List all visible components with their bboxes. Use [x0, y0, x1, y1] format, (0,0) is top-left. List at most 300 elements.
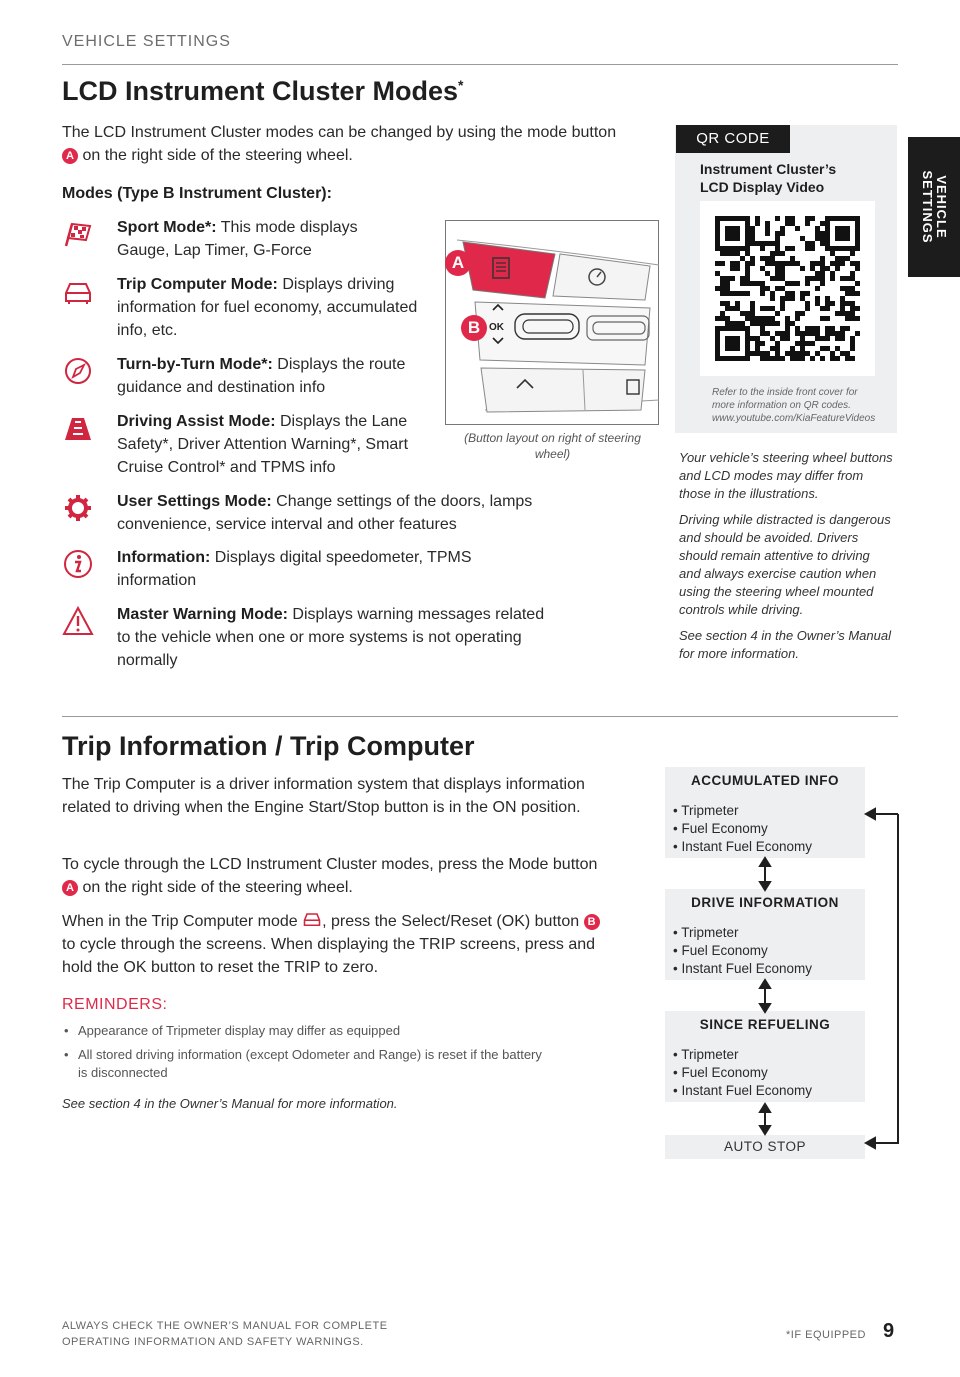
qr-module — [745, 216, 750, 221]
qr-module — [745, 326, 750, 331]
qr-module — [790, 256, 795, 261]
header-divider — [62, 64, 898, 65]
qr-module — [785, 321, 790, 326]
qr-module — [755, 341, 760, 346]
qr-module — [770, 356, 775, 361]
qr-module — [845, 311, 850, 316]
qr-module — [755, 336, 760, 341]
qr-module — [765, 241, 770, 246]
qr-module — [750, 261, 755, 266]
qr-module — [760, 246, 765, 251]
qr-module — [730, 356, 735, 361]
qr-module — [845, 226, 850, 231]
qr-module — [820, 221, 825, 226]
qr-module — [805, 306, 810, 311]
qr-module — [745, 336, 750, 341]
qr-module — [735, 266, 740, 271]
qr-module — [785, 291, 790, 296]
trip-p1: The Trip Computer is a driver information system that displays information related to driving when the Engine Start/Stop button is in the ON position. — [62, 776, 585, 816]
qr-module — [830, 331, 835, 336]
qr-module — [730, 336, 735, 341]
trip-p2: To cycle through the LCD Instrument Cluster modes, press the Mode button A on the right side of the steering wheel. — [62, 856, 598, 896]
qr-module — [750, 306, 755, 311]
qr-module — [775, 321, 780, 326]
qr-module — [810, 261, 815, 266]
qr-module — [815, 351, 820, 356]
qr-module — [805, 351, 810, 356]
qr-module — [770, 316, 775, 321]
qr-module — [725, 336, 730, 341]
qr-module — [810, 246, 815, 251]
qr-module — [805, 281, 810, 286]
qr-module — [815, 276, 820, 281]
qr-module — [840, 226, 845, 231]
qr-module — [815, 301, 820, 306]
qr-module — [810, 241, 815, 246]
qr-module — [755, 346, 760, 351]
qr-module — [715, 246, 720, 251]
qr-module — [775, 356, 780, 361]
qr-module — [720, 286, 725, 291]
qr-module — [825, 331, 830, 336]
qr-module — [775, 261, 780, 266]
qr-module — [755, 241, 760, 246]
qr-module — [770, 321, 775, 326]
qr-module — [835, 266, 840, 271]
qr-module — [765, 256, 770, 261]
qr-module — [750, 231, 755, 236]
qr-module — [815, 231, 820, 236]
qr-module — [735, 246, 740, 251]
qr-module — [725, 326, 730, 331]
qr-module — [730, 261, 735, 266]
qr-module — [785, 326, 790, 331]
qr-module — [780, 251, 785, 256]
qr-module — [815, 331, 820, 336]
qr-module — [740, 311, 745, 316]
qr-module — [855, 216, 860, 221]
qr-module — [765, 321, 770, 326]
qr-module — [800, 336, 805, 341]
qr-module — [795, 341, 800, 346]
qr-module — [840, 286, 845, 291]
button-caption: (Button layout on right of steering wheel) — [464, 431, 641, 461]
qr-module — [805, 246, 810, 251]
qr-module — [730, 326, 735, 331]
qr-module — [795, 316, 800, 321]
side-notes — [679, 449, 894, 663]
qr-module — [775, 311, 780, 316]
qr-module — [855, 306, 860, 311]
info-icon — [62, 548, 94, 580]
qr-module — [805, 301, 810, 306]
qr-module — [735, 251, 740, 256]
qr-module — [725, 301, 730, 306]
qr-module — [730, 226, 735, 231]
qr-module — [745, 276, 750, 281]
car-icon — [302, 910, 322, 928]
qr-module — [745, 251, 750, 256]
qr-module — [720, 356, 725, 361]
qr-module — [790, 356, 795, 361]
qr-module — [745, 266, 750, 271]
qr-module — [745, 221, 750, 226]
qr-module — [770, 276, 775, 281]
qr-module — [845, 286, 850, 291]
qr-module — [845, 246, 850, 251]
list-item: • Instant Fuel Economy — [673, 838, 865, 856]
qr-module — [765, 221, 770, 226]
qr-module — [790, 351, 795, 356]
qr-module — [720, 276, 725, 281]
qr-module — [815, 236, 820, 241]
qr-module — [715, 286, 720, 291]
qr-module — [825, 221, 830, 226]
qr-module — [730, 321, 735, 326]
qr-module — [845, 236, 850, 241]
qr-module — [735, 336, 740, 341]
qr-module — [725, 251, 730, 256]
qr-module — [715, 271, 720, 276]
qr-module — [835, 331, 840, 336]
qr-module — [820, 266, 825, 271]
qr-module — [715, 261, 720, 266]
qr-module — [730, 231, 735, 236]
qr-module — [725, 231, 730, 236]
qr-module — [800, 351, 805, 356]
qr-module — [790, 216, 795, 221]
qr-module — [715, 351, 720, 356]
qr-module — [720, 251, 725, 256]
qr-module — [765, 261, 770, 266]
qr-module — [755, 221, 760, 226]
qr-module — [840, 261, 845, 266]
qr-url-link[interactable]: www.youtube.com/KiaFeatureVideos — [712, 413, 876, 424]
qr-module — [775, 331, 780, 336]
qr-module — [840, 301, 845, 306]
qr-module — [775, 241, 780, 246]
qr-module — [810, 341, 815, 346]
qr-module — [850, 251, 855, 256]
ok-label: OK — [489, 322, 504, 333]
qr-module — [830, 251, 835, 256]
qr-module — [760, 351, 765, 356]
qr-module — [810, 266, 815, 271]
qr-module — [745, 341, 750, 346]
qr-module — [780, 301, 785, 306]
qr-module — [775, 341, 780, 346]
qr-module — [775, 216, 780, 221]
qr-module — [790, 291, 795, 296]
qr-module — [775, 266, 780, 271]
side-tab[interactable] — [908, 137, 960, 277]
qr-module — [715, 226, 720, 231]
flow-arrows — [740, 800, 910, 1160]
list-item: • Instant Fuel Economy — [673, 960, 865, 978]
qr-module — [740, 281, 745, 286]
qr-module — [770, 336, 775, 341]
qr-module — [855, 291, 860, 296]
qr-module — [845, 351, 850, 356]
qr-module — [740, 216, 745, 221]
list-item: • Tripmeter — [673, 924, 865, 942]
qr-module — [725, 286, 730, 291]
qr-module — [735, 216, 740, 221]
qr-module — [835, 356, 840, 361]
qr-module — [855, 221, 860, 226]
qr-module — [830, 276, 835, 281]
qr-module — [745, 246, 750, 251]
qr-module — [830, 216, 835, 221]
qr-module — [830, 271, 835, 276]
callout-b-badge: B — [584, 914, 600, 930]
reminders-heading: REMINDERS: — [62, 996, 168, 1013]
qr-module — [765, 316, 770, 321]
qr-module — [730, 266, 735, 271]
qr-module — [745, 261, 750, 266]
qr-module — [780, 306, 785, 311]
qr-module — [810, 331, 815, 336]
qr-module — [805, 331, 810, 336]
qr-module — [790, 221, 795, 226]
qr-module — [715, 236, 720, 241]
qr-module — [825, 241, 830, 246]
list-item: • Appearance of Tripmeter display may differ as equipped — [64, 1023, 401, 1038]
qr-module — [835, 236, 840, 241]
qr-module — [835, 231, 840, 236]
qr-module — [850, 261, 855, 266]
qr-module — [740, 326, 745, 331]
qr-module — [785, 296, 790, 301]
qr-module — [765, 231, 770, 236]
qr-module — [755, 351, 760, 356]
qr-module — [820, 336, 825, 341]
list-item: • Fuel Economy — [673, 1064, 865, 1082]
qr-module — [855, 241, 860, 246]
qr-module — [725, 341, 730, 346]
qr-module — [720, 216, 725, 221]
qr-module — [790, 321, 795, 326]
qr-module — [800, 296, 805, 301]
qr-module — [800, 331, 805, 336]
qr-module — [760, 321, 765, 326]
qr-module — [850, 336, 855, 341]
qr-module — [745, 231, 750, 236]
qr-module — [760, 326, 765, 331]
qr-module — [850, 341, 855, 346]
qr-module — [840, 336, 845, 341]
qr-module — [770, 296, 775, 301]
qr-module — [745, 351, 750, 356]
qr-module — [715, 326, 720, 331]
qr-module — [855, 261, 860, 266]
qr-module — [775, 231, 780, 236]
section-divider — [62, 716, 898, 717]
qr-module — [815, 336, 820, 341]
qr-module — [850, 246, 855, 251]
flow-heading: DRIVE INFORMATION — [691, 895, 839, 910]
qr-module — [800, 291, 805, 296]
qr-module — [855, 331, 860, 336]
qr-module — [740, 356, 745, 361]
qr-module — [820, 346, 825, 351]
qr-module — [845, 301, 850, 306]
qr-module — [735, 231, 740, 236]
qr-module — [730, 236, 735, 241]
qr-module — [850, 276, 855, 281]
qr-module — [720, 311, 725, 316]
qr-module — [725, 356, 730, 361]
qr-tag: QR CODE — [676, 125, 790, 153]
qr-module — [835, 256, 840, 261]
qr-module — [830, 356, 835, 361]
qr-module — [735, 261, 740, 266]
page-number: 9 — [883, 1320, 895, 1342]
qr-module — [725, 291, 730, 296]
qr-module — [800, 341, 805, 346]
qr-module — [800, 266, 805, 271]
qr-module — [840, 236, 845, 241]
qr-module — [825, 301, 830, 306]
qr-module — [760, 286, 765, 291]
qr-module — [715, 216, 720, 221]
qr-module — [780, 266, 785, 271]
qr-module — [805, 221, 810, 226]
qr-module — [785, 351, 790, 356]
car-icon — [62, 275, 94, 307]
qr-module — [845, 326, 850, 331]
qr-module — [725, 316, 730, 321]
qr-module — [815, 326, 820, 331]
list-item: • Tripmeter — [673, 1046, 865, 1064]
qr-module — [850, 306, 855, 311]
qr-module — [770, 261, 775, 266]
qr-module — [725, 321, 730, 326]
qr-module — [795, 261, 800, 266]
qr-module — [845, 276, 850, 281]
qr-module — [850, 356, 855, 361]
qr-module — [845, 216, 850, 221]
qr-module — [800, 311, 805, 316]
qr-module — [855, 226, 860, 231]
qr-module — [810, 356, 815, 361]
callout-a-badge: A — [62, 880, 78, 896]
qr-module — [715, 331, 720, 336]
qr-module — [730, 291, 735, 296]
qr-module — [775, 276, 780, 281]
list-item: • Fuel Economy — [673, 820, 865, 838]
qr-module — [750, 336, 755, 341]
qr-note: Refer to the inside front cover for more information on QR codes. www.youtube.com/KiaFeatureVideos — [712, 386, 892, 425]
note-item: Your vehicle’s steering wheel buttons and LCD modes may differ from those in the illustrations. — [679, 450, 893, 501]
section-label: VEHICLE SETTINGS — [62, 33, 231, 50]
qr-module — [780, 356, 785, 361]
qr-module — [840, 246, 845, 251]
qr-module — [820, 241, 825, 246]
qr-module — [855, 316, 860, 321]
qr-module — [840, 296, 845, 301]
gear-icon — [62, 492, 94, 524]
qr-module — [830, 261, 835, 266]
qr-code-box[interactable] — [700, 201, 875, 376]
qr-module — [770, 346, 775, 351]
qr-module — [840, 231, 845, 236]
qr-module — [750, 236, 755, 241]
qr-module — [830, 301, 835, 306]
qr-module — [720, 261, 725, 266]
qr-module — [775, 271, 780, 276]
qr-module — [745, 331, 750, 336]
qr-module — [745, 271, 750, 276]
qr-module — [750, 321, 755, 326]
trip-p3: When in the Trip Computer mode , press the Select/Reset (OK) button B to cycle through the screens. When displaying the TRIP screens, press and hold the OK button to reset the TRIP to zero. — [62, 910, 607, 979]
qr-module — [845, 291, 850, 296]
trip-title: Trip Information / Trip Computer — [62, 731, 475, 761]
steering-button-illustration — [445, 220, 659, 425]
qr-module — [820, 231, 825, 236]
qr-module — [840, 216, 845, 221]
if-equipped-note: *IF EQUIPPED — [786, 1329, 866, 1341]
qr-module — [760, 316, 765, 321]
qr-module — [825, 246, 830, 251]
qr-module — [745, 311, 750, 316]
list-item: • Instant Fuel Economy — [673, 1082, 865, 1100]
qr-module — [770, 256, 775, 261]
qr-module — [840, 311, 845, 316]
lcd-intro: The LCD Instrument Cluster modes can be changed by using the mode button A on the right side of the steering wheel. — [62, 124, 617, 164]
qr-module — [805, 241, 810, 246]
qr-module — [830, 351, 835, 356]
qr-module — [840, 351, 845, 356]
qr-module — [850, 216, 855, 221]
qr-module — [745, 316, 750, 321]
footer-disclaimer: ALWAYS CHECK THE OWNER’S MANUAL FOR COMPLETE OPERATING INFORMATION AND SAFETY WARNINGS. — [62, 1320, 388, 1348]
qr-module — [855, 236, 860, 241]
qr-module — [730, 276, 735, 281]
qr-module — [830, 326, 835, 331]
qr-module — [855, 231, 860, 236]
qr-module — [825, 226, 830, 231]
qr-module — [735, 321, 740, 326]
qr-module — [735, 341, 740, 346]
qr-module — [835, 226, 840, 231]
qr-module — [850, 346, 855, 351]
qr-module — [855, 266, 860, 271]
qr-module — [780, 261, 785, 266]
qr-module — [825, 236, 830, 241]
qr-module — [775, 346, 780, 351]
note-item: See section 4 in the Owner’s Manual for more information. — [679, 628, 891, 661]
qr-code[interactable] — [700, 201, 875, 376]
qr-module — [835, 336, 840, 341]
qr-module — [780, 226, 785, 231]
qr-module — [745, 346, 750, 351]
qr-module — [850, 291, 855, 296]
qr-module — [840, 276, 845, 281]
qr-module — [725, 281, 730, 286]
list-item: • Fuel Economy — [673, 942, 865, 960]
qr-module — [785, 261, 790, 266]
qr-module — [770, 241, 775, 246]
qr-module — [790, 281, 795, 286]
qr-module — [805, 276, 810, 281]
qr-module — [725, 246, 730, 251]
qr-module — [840, 256, 845, 261]
qr-module — [780, 336, 785, 341]
qr-module — [805, 341, 810, 346]
flow-heading: ACCUMULATED INFO — [691, 773, 839, 788]
compass-icon — [62, 355, 94, 387]
